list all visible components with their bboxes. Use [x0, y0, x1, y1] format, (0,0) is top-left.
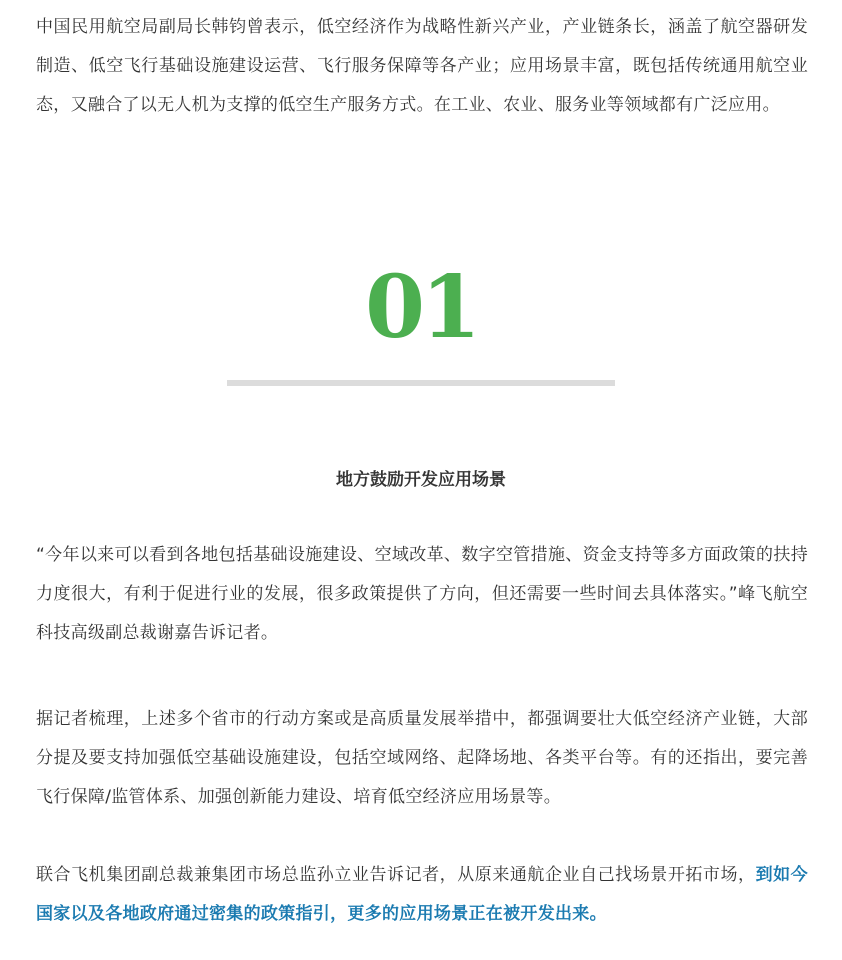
quote-paragraph: “今年以来可以看到各地包括基础设施建设、空域改革、数字空管措施、资金支持等多方面政策的扶持力度很大，有利于促进行业的发展，很多政策提供了方向，但还需要一些时间去具体落实。”峰飞航空科技高级副总裁谢嘉告诉记者。: [36, 545, 808, 643]
summary-paragraph: 据记者梳理，上述多个省市的行动方案或是高质量发展举措中，都强调要壮大低空经济产业链，大部分提及要支持加强低空基础设施建设，包括空域网络、起降场地、各类平台等。有的还指出，要完善飞行保障/监管体系、加强创新能力建设、培育低空经济应用场景等。: [36, 709, 808, 807]
final-paragraph-highlight: 到如今国家以及各地政府通过密集的政策指引，更多的应用场景正在被开发出来。: [36, 865, 808, 924]
section-divider: [227, 380, 615, 386]
section-heading: 地方鼓励开发应用场景: [336, 470, 506, 490]
final-paragraph: [36, 856, 808, 934]
intro-paragraph: 中国民用航空局副局长韩钧曾表示，低空经济作为战略性新兴产业，产业链条长，涵盖了航空器研发制造、低空飞行基础设施建设运营、飞行服务保障等各产业；应用场景丰富，既包括传统通用航空业态，又融合了以无人机为支撑的低空生产服务方式。在工业、农业、服务业等领域都有广泛应用。: [36, 17, 808, 115]
section-number: 01: [365, 257, 477, 358]
final-paragraph-text: 联合飞机集团副总裁兼集团市场总监孙立业告诉记者，从原来通航企业自己找场景开拓市场，: [36, 865, 756, 885]
